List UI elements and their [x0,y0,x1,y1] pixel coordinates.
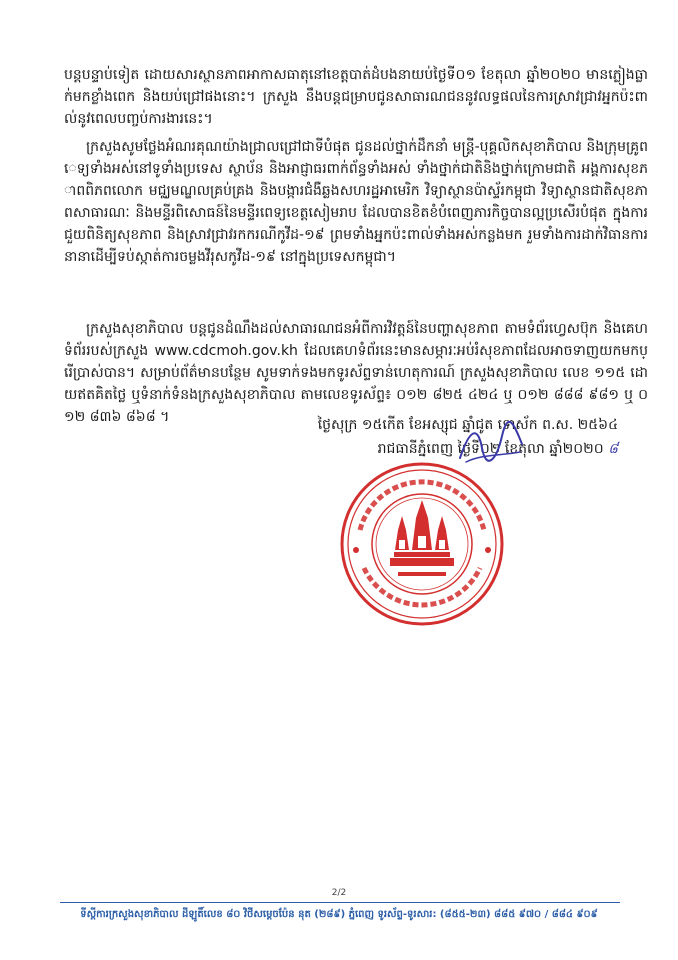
handwritten-mark: ៨ [608,441,618,457]
solar-date-text: រាជធានីភ្នំពេញ ថ្ងៃទី០២ ខែតុលា ឆ្នាំ២០២០ [377,441,604,457]
footer-divider [60,902,620,903]
page-number: 2/2 [331,888,347,898]
paragraph-3: ក្រសួងសុខាភិបាល បន្តជូនដំណឹងដល់សាធារណជនអំពីការវិវត្តន៍នៃបញ្ហាសុខភាព តាមទំព័រហ្វេសប៊ុក និងគេហទំព័ររបស់ក្រសួង www.cdcmoh.gov.kh ដែលគេហទំព័រនេះមានសម្ភារៈអប់រំសុខភាពដែលអាចទាញយកមកប្រើប្រាស់បាន។ សម្រាប់ព័ត៌មានបន្ថែម សូមទាក់ទងមកទូរស័ព្ទទាន់ហេតុការណ៍ ក្រសួងសុខាភិបាល លេខ ១១៥ ដោយឥតគិតថ្លៃ ឬទំនាក់ទំនងក្រសួងសុខាភិបាល តាមលេខទូរស័ព្ទ៖ ០១២ ៨២៥ ៤២៤ ឬ ០១២ ៨៨៨ ៩៨១ ឬ ០១២ ៨៣៦ ៨៦៨ ។ [64,321,648,425]
paragraph-2: ក្រសួងសូមថ្លែងអំណរគុណយ៉ាងជ្រាលជ្រៅជាទីបំផុត ជូនដល់ថ្នាក់ដឹកនាំ មន្ត្រី-បុគ្គលិកសុខាភិបាល និងក្រុមគ្រូពេទ្យទាំងអស់នៅទូទាំងប្រទេស ស្ថាប័ន និងអាជ្ញាធរពាក់ព័ន្ធទាំងអស់ ទាំងថ្នាក់ជាតិនិងថ្នាក់ក្រោមជាតិ អង្គការសុខភាពពិភពលោក មជ្ឈមណ្ឌលគ្រប់គ្រង និងបង្ការជំងឺឆ្លងសហរដ្ឋអាមេរិក វិទ្យាស្ថានប៉ាស្ទ័រកម្ពុជា វិទ្យាស្ថានជាតិសុខភាពសាធារណៈ និងមន្ទីរពិសោធន៍នៃមន្ទីរពេទ្យខេត្តសៀមរាប ដែលបានខិតខំបំពេញភារកិច្ចបានល្អប្រសើរបំផុត ក្នុងការជួយពិនិត្យសុខភាព និងស្រាវជ្រាវរកករណីកូវីដ-១៩ ព្រមទាំងអ្នកប៉ះពាល់ទាំងអស់កន្លងមក រួមទាំងការដាក់វិធានការនានាដើម្បីទប់ស្កាត់ការចម្លងវីរុសកូវីដ-១៩ នៅក្នុងប្រទេសកម្ពុជា។ [64,139,648,265]
paragraph-1: បន្តបន្ទាប់ទៀត ដោយសារស្ថានភាពអាកាសធាតុនៅខេត្តបាត់ដំបងនាយប់ថ្ងៃទី០១ ខែតុលា ឆ្នាំ២០២០ មានភ្លៀងធ្លាក់មកខ្លាំងពេក និងយប់ជ្រៅផងនោះ។ ក្រសួង នឹងបន្តជម្រាបជូនសាធារណជននូវលទ្ធផលនៃការស្រាវជ្រាវអ្នកប៉ះពាល់នូវពេលបញ្ចប់ការងារនេះ។ [64,67,648,127]
ministry-seal-icon [338,460,506,628]
footer-address: ទីស្តីការក្រសួងសុខាភិបាល ដីឡូតិ៍លេខ ៨០ វិថីសម្តេចប៉ែន នុត (២៨៩) ភ្នំពេញ ទូរស័ព្ទ-ទូរសារ: (៨៥៥-២៣) ៨៨៥ ៩៧០ / ៨៨៤ ៩០៩ [80,909,598,920]
lunar-date-line: ថ្ងៃសុក្រ ១៥កើត ខែអស្សុជ ឆ្នាំជូត ទោស័ក ព.ស. ២៥៦៤ [317,417,618,433]
